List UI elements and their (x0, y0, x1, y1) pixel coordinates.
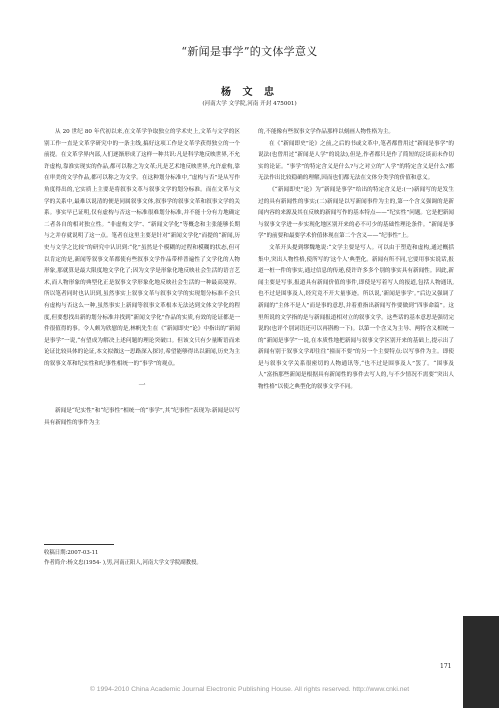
body-paragraph: 从 20 世纪 80 年代初以来,在文革学争取独立的学术史上,文革与文学的区别工作一直是文革学研究中的一条主线,搞好这项工作是文革学获得独立的一个前提。在文革学界内部,人们逐渐形成了这样一种共识:凡是科学地反映世界,不允许虚构,靠准实现实的作品,都可以称之为文革;凡是艺术地反映世界,允许虚构,靠在审美的文学作品,都可以称之为文学。在这种划分标准中,“虚构与否”是从写作角度得出的,它实质上主要是将叙事文革与叙事文学的划分标准。而在文革与文学的关系中,最难以说清的便是同属叙事文体,叙事学的叙事文革和叙事文学的关系。事实早已证明,仅有虚构与否这一标准很难划分标准,并不能十分有力地确定二者各自的相对独立性。“非虚构文学”、“新闻文学化”等概念和主张能够长期与之并存就说明了这一点。笔者在这里主要是针对“新闻文学化”而提的“新闻,历史与文学之比较”的研究中认识到:“化”虽然是个模糊的过程和模糊的状态,但可以肯定的是,新闻等叙事文革都使有些叙事文学作品带样普遍性了文学化的人物形象,那就算是最大限度地文学化了;因为文学是形象化地反映社会生活的语言艺术,而人物形象的典型化正是叙事文学形象化地反映社会生活的一种最高境界。所以笔者同时也认识到,虽然事实上叙事文革与叙事文学的实现划分标准不会只有虚构与否这么一种,虽然事实上新闻等叙事文革根本无法达到文体文学化的程度,但要想找出新的划分标准并找到“新闻文学化”作品的实质,有效的论证都是一件很值得的事。令人颇为欣慰的是,林帆先生在《“新闻即史”论》中指出的“新闻是事学”一说,“有望成为解决上述问题的理论突破口。但该文只有少量断语而来论证比较具体的论证,本文拟做这一思路深入探讨,希望能够得出以新闻,历史为主的叙事文革和纪实性和纪事性相统一的“事学”的观点。 (44, 129, 240, 367)
author-affiliation: (河南大学 文学院,河南 开封 475001) (202, 101, 297, 107)
page-number: 171 (440, 663, 452, 670)
body-paragraph: 的,不能像有些叙事文学作品那样以刻画人物性格为主。 (258, 129, 395, 135)
body-paragraph: 在《“新闻即史”论》之前,之后的书或文革中,笔者都曾用过“新闻是事学”的说法(也曾用过“新闻是人学”的说法),但是,作者都只是作了简短的泛谈而未作切实的论证。“事学”的特定含义是什么?与之对立的“人学”的特定含义是什么?都无法作出比较稳确的理解,因而也们都无法在文体分类学的价值和意义。 (258, 140, 454, 182)
body-paragraph: 新闻是“纪实性”和“纪事性”相统一的“事学”,其“纪事性”表现为:新闻是以写具有新闻性的事件为主 (44, 408, 240, 426)
section-number: 一 (138, 381, 146, 390)
copyright-notice: © 1994-2010 China Academic Journal Electronic Publishing House. All rights reserved. http://www.cnki.net (89, 686, 410, 693)
right-column (258, 127, 454, 394)
article-title: “新闻是事学”的文体学意义 (181, 45, 318, 58)
author-name: 杨 文 忠 (221, 87, 278, 98)
scan-edge-shadow (463, 616, 499, 708)
body-paragraph: 文革开头提到缪魏地说:“文学主要是写人。可以由于塑造和虚构,通过概括集中,突出人物性格,使所写的‘这个人’典型化。新闻有所不同,它要用事实说话,报道一桩一件的事实,通过信息的传递,使许许多多个别的事实具有新闻性。因此,新闻主要是写事,报道具有新闻价值的事件,即使是写着写人的报道,包括人物通讯,也不过是围事及人,经究竟不开大量事迹。所以说,‘新闻是事学’。”后边又强调了新闻的“主体不是人”而是事的意思,并着重指出新闻写作要做到“四事命篇”。这里所说的文学指的是与新闻报道相对立的叙事文学。这些话的基本意思是强切完说的(也评个别词语还可以再斟酌一下)。以第一个含义为主导、两特含义相统一的“新闻是事学”一说,在本质性地把新闻与叙事文学区别开来的基础上,提示出了新闻有别于叙事文学却往往“撞而不要”的另一个主要特点:以写事件为主。即使是与叙事文学关系很密切的人物通讯等,“也不过是围事及人”罢了。“围事及人”富指那些新闻是根据具有新闻性的事件去写人的,与不少情况不需要“突出人物性格”以使之典型化的叙事文学不同。 (258, 244, 454, 391)
body-paragraph: 《“新闻即史”论》为“新闻是事学”给出的特定含义是:(一)新闻写的是发生过的具有新闻性的事实;(二)新闻是以写新闻事件为主的,第一个含义强调的是新闻内容的来源及其在反映的新闻写作的基本特点——“纪实性”问题。它是把新闻与叙事文学进一步实现化地区别开来的必不可少的基础性理论条件。“新闻是事学”的前要和最要学术价值体现在第二个含义——“纪事性”上。 (258, 186, 454, 240)
author-bio: 作者简介:杨文忠(1954- ),男,河南正阳人,河南大学文学院副教授。 (44, 560, 202, 566)
received-date: 收稿日期:2007-03-11 (44, 550, 99, 556)
left-column (44, 127, 240, 429)
footnote-divider (44, 544, 114, 545)
